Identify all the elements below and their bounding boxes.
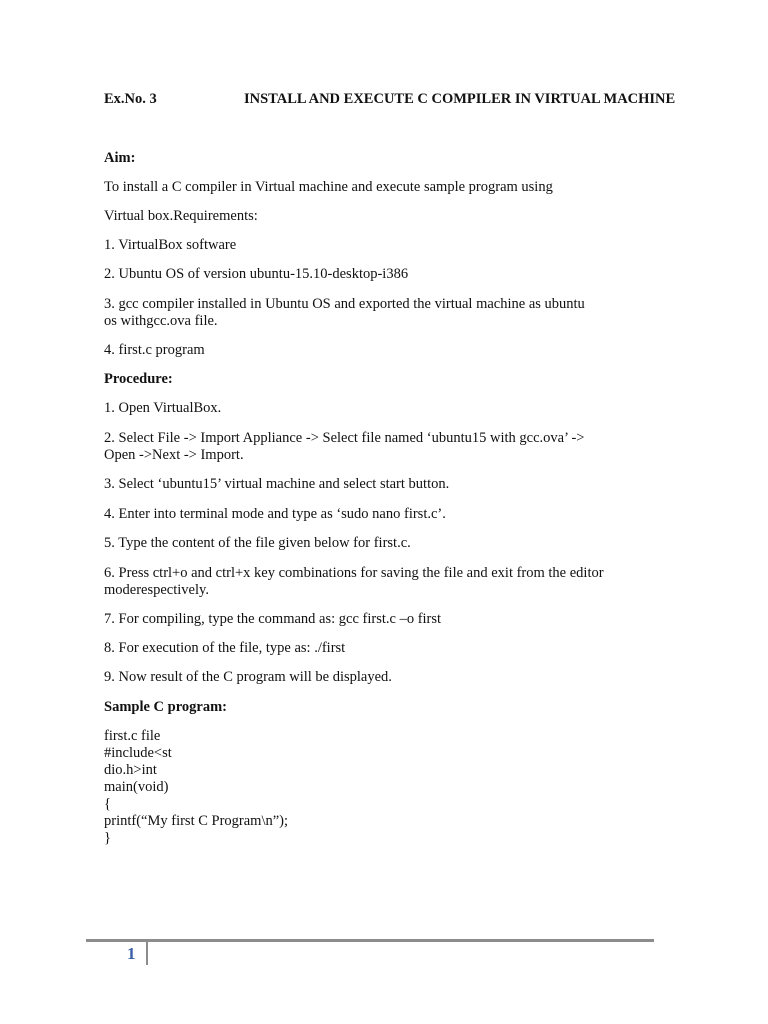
procedure-step: 5. Type the content of the file given below for first.c. — [104, 535, 411, 551]
requirement-item: 3. gcc compiler installed in Ubuntu OS and exported the virtual machine as ubuntu — [104, 296, 585, 312]
procedure-heading: Procedure: — [104, 371, 173, 387]
code-line: main(void) — [104, 779, 169, 795]
code-line: } — [104, 830, 111, 846]
page-number: 1 — [127, 944, 136, 963]
procedure-step: 2. Select File -> Import Appliance -> Select file named ‘ubuntu15 with gcc.ova’ -> — [104, 430, 585, 446]
requirement-item: 2. Ubuntu OS of version ubuntu-15.10-desktop-i386 — [104, 266, 409, 282]
procedure-step: 1. Open VirtualBox. — [104, 400, 222, 416]
sample-code-block — [104, 728, 288, 847]
requirement-item-continued: os withgcc.ova file. — [104, 313, 218, 329]
exercise-number: Ex.No. 3 — [104, 91, 157, 107]
procedure-step: 9. Now result of the C program will be displayed. — [104, 669, 392, 685]
code-line: { — [104, 796, 111, 812]
procedure-step: 6. Press ctrl+o and ctrl+x key combinations for saving the file and exit from the editor — [104, 565, 604, 581]
code-line: first.c file — [104, 728, 161, 744]
requirement-item: 4. first.c program — [104, 342, 205, 358]
code-line: #include<st — [104, 745, 172, 761]
procedure-step-continued: moderespectively. — [104, 582, 209, 598]
code-line: dio.h>int — [104, 762, 157, 778]
footer-vertical-divider — [146, 941, 148, 965]
procedure-step: 8. For execution of the file, type as: ./first — [104, 640, 346, 656]
requirement-item: 1. VirtualBox software — [104, 237, 237, 253]
aim-heading: Aim: — [104, 150, 136, 166]
procedure-step: 7. For compiling, type the command as: gcc first.c –o first — [104, 611, 442, 627]
sample-program-heading: Sample C program: — [104, 699, 227, 715]
footer-divider — [86, 939, 654, 942]
procedure-step: 3. Select ‘ubuntu15’ virtual machine and select start button. — [104, 476, 450, 492]
code-line: printf(“My first C Program\n”); — [104, 813, 289, 829]
aim-text-line-2: Virtual box.Requirements: — [104, 208, 258, 224]
procedure-step: 4. Enter into terminal mode and type as ‘sudo nano first.c’. — [104, 506, 446, 522]
page-title: INSTALL AND EXECUTE C COMPILER IN VIRTUAL MACHINE — [244, 91, 676, 107]
aim-text-line-1: To install a C compiler in Virtual machine and execute sample program using — [104, 179, 553, 195]
procedure-step-continued: Open ->Next -> Import. — [104, 447, 244, 463]
